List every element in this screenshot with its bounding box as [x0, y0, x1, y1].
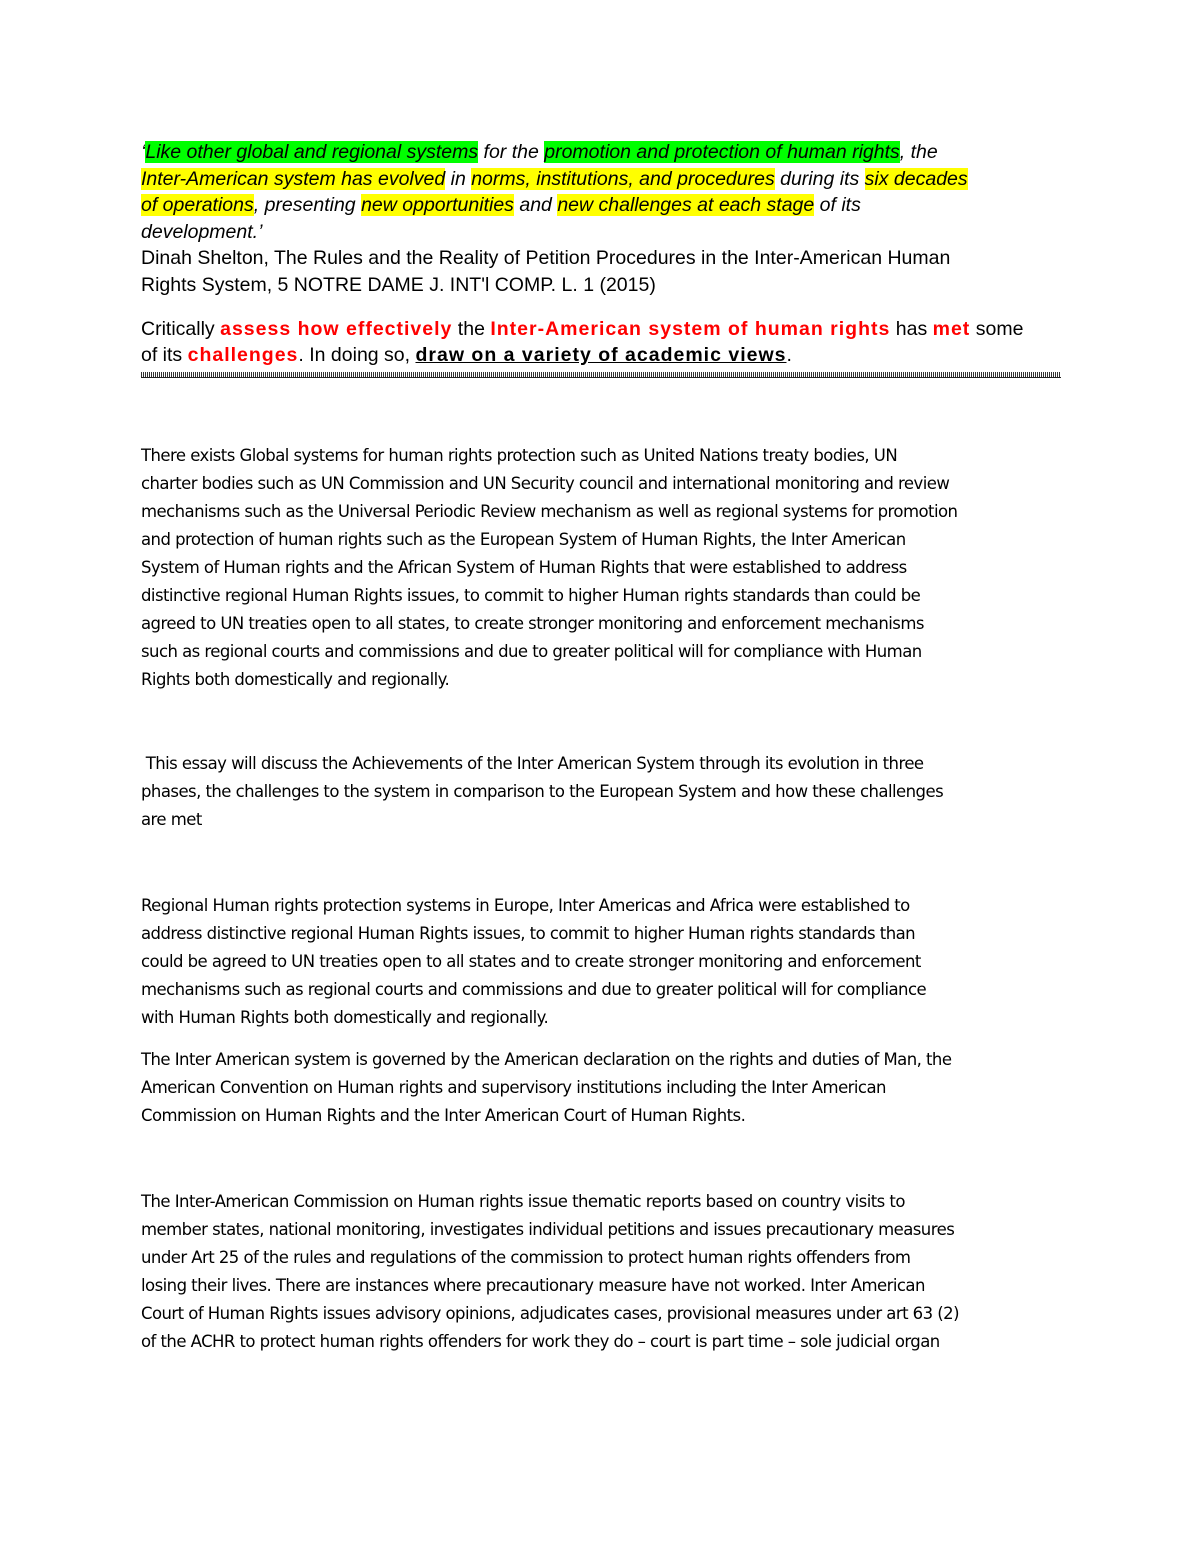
- question-text: Critically: [141, 318, 221, 340]
- paragraph-line: agreed to UN treaties open to all states, to create stronger monitoring and enforcement mechanisms: [141, 614, 924, 633]
- quote-text: , presenting: [253, 194, 362, 216]
- quote-text: development.’: [141, 220, 263, 243]
- epigraph-quote: [141, 139, 1061, 298]
- paragraph-line: member states, national monitoring, investigates individual petitions and issues precautionary measures: [141, 1220, 955, 1239]
- citation-line-2: Rights System, 5 NOTRE DAME J. INT'l COMP. L. 1 (2015): [141, 273, 656, 296]
- paragraph-line: such as regional courts and commissions and due to greater political will for compliance with Human: [141, 642, 922, 661]
- question-text: of its: [141, 344, 188, 366]
- quote-text: of its: [814, 194, 861, 216]
- paragraph-line: are met: [141, 810, 202, 829]
- paragraph-line: Court of Human Rights issues advisory opinions, adjudicates cases, provisional measures under art 63 (2): [141, 1304, 959, 1323]
- paragraph-line: Rights both domestically and regionally.: [141, 670, 450, 689]
- paragraph-line: The Inter-American Commission on Human rights issue thematic reports based on country visits to: [141, 1192, 905, 1211]
- separator-line: [141, 372, 1061, 378]
- question-emphasis-2: Inter-American system of human rights: [490, 318, 891, 340]
- paragraph-line: This essay will discuss the Achievements of the Inter American System through its evolution in three: [141, 754, 924, 773]
- quote-highlight-yellow-3: six decades: [864, 167, 968, 190]
- quote-text: in: [445, 167, 472, 190]
- question-emphasis-4: challenges: [187, 344, 299, 366]
- quote-line-2: [141, 166, 1061, 193]
- question-line-1: [141, 316, 1061, 342]
- quote-highlight-yellow-6: new challenges at each stage: [557, 194, 815, 216]
- paragraph-line: and protection of human rights such as the European System of Human Rights, the Inter American: [141, 530, 906, 549]
- quote-text: , the: [899, 141, 938, 163]
- quote-text: during its: [774, 167, 865, 190]
- paragraph-line: could be agreed to UN treaties open to all states and to create stronger monitoring and enforcement: [141, 952, 921, 971]
- quote-highlight-yellow-1: Inter-American system has evolved: [141, 167, 446, 190]
- quote-highlight-yellow-4: of operations: [141, 194, 254, 216]
- document-content: [141, 139, 1061, 1356]
- paragraph-line: mechanisms such as regional courts and commissions and due to greater political will for compliance: [141, 980, 927, 999]
- paragraph-line: The Inter American system is governed by the American declaration on the rights and duties of Man, the: [141, 1050, 952, 1069]
- paragraph-line: with Human Rights both domestically and regionally.: [141, 1008, 549, 1027]
- paragraph-line: There exists Global systems for human rights protection such as United Nations treaty bodies, UN: [141, 446, 898, 465]
- quote-text: and: [513, 194, 558, 216]
- quote-text: for the: [478, 141, 545, 163]
- paragraph-3: [141, 892, 1061, 1032]
- paragraph-line: American Convention on Human rights and supervisory institutions including the Inter American: [141, 1078, 886, 1097]
- paragraph-line: under Art 25 of the rules and regulations of the commission to protect human rights offenders from: [141, 1248, 911, 1267]
- question-emphasis-3: met: [932, 318, 971, 340]
- paragraph-line: address distinctive regional Human Rights issues, to commit to higher Human rights standards than: [141, 924, 916, 943]
- paragraph-line: charter bodies such as UN Commission and UN Security council and international monitoring and review: [141, 474, 950, 493]
- quote-highlight-yellow-2: norms, institutions, and procedures: [471, 167, 775, 190]
- paragraph-2: [141, 750, 1061, 834]
- question-line-2: [141, 342, 1061, 368]
- citation-line-1: Dinah Shelton, The Rules and the Reality of Petition Procedures in the Inter-American Human: [141, 247, 951, 269]
- quote-line-1: [141, 139, 1061, 166]
- paragraph-line: Regional Human rights protection systems in Europe, Inter Americas and Africa were established to: [141, 896, 910, 915]
- paragraph-line: System of Human rights and the African System of Human Rights that were established to address: [141, 558, 907, 577]
- paragraph-1: [141, 442, 1061, 694]
- paragraph-line: phases, the challenges to the system in comparison to the European System and how these challenges: [141, 782, 944, 801]
- question-underlined-instruction: draw on a variety of academic views: [415, 344, 787, 366]
- paragraph-line: mechanisms such as the Universal Periodic Review mechanism as well as regional systems for promotion: [141, 502, 958, 521]
- question-emphasis-1: assess how effectively: [220, 318, 453, 340]
- question-text: . In doing so,: [298, 344, 416, 366]
- paragraph-5: [141, 1188, 1061, 1356]
- question-text: has: [890, 318, 933, 340]
- paragraph-line: distinctive regional Human Rights issues, to commit to higher Human rights standards than could be: [141, 586, 921, 605]
- paragraph-line: losing their lives. There are instances where precautionary measure have not worked. Inter American: [141, 1276, 925, 1295]
- quote-line-4: [141, 219, 1061, 246]
- quote-highlight-green-2: promotion and protection of human rights: [544, 141, 900, 163]
- quote-highlight-yellow-5: new opportunities: [361, 194, 514, 216]
- question-text: .: [786, 344, 792, 366]
- essay-question: [141, 316, 1061, 368]
- paragraph-4: [141, 1046, 1061, 1130]
- question-text: the: [452, 318, 491, 340]
- paragraph-line: Commission on Human Rights and the Inter American Court of Human Rights.: [141, 1106, 746, 1125]
- quote-highlight-green-1: Like other global and regional systems: [145, 141, 479, 163]
- paragraph-line: of the ACHR to protect human rights offenders for work they do – court is part time – sole judicial organ: [141, 1332, 940, 1351]
- quote-line-3: [141, 192, 1061, 219]
- question-text: some: [970, 318, 1024, 340]
- quote-open-mark: ‘: [141, 141, 146, 163]
